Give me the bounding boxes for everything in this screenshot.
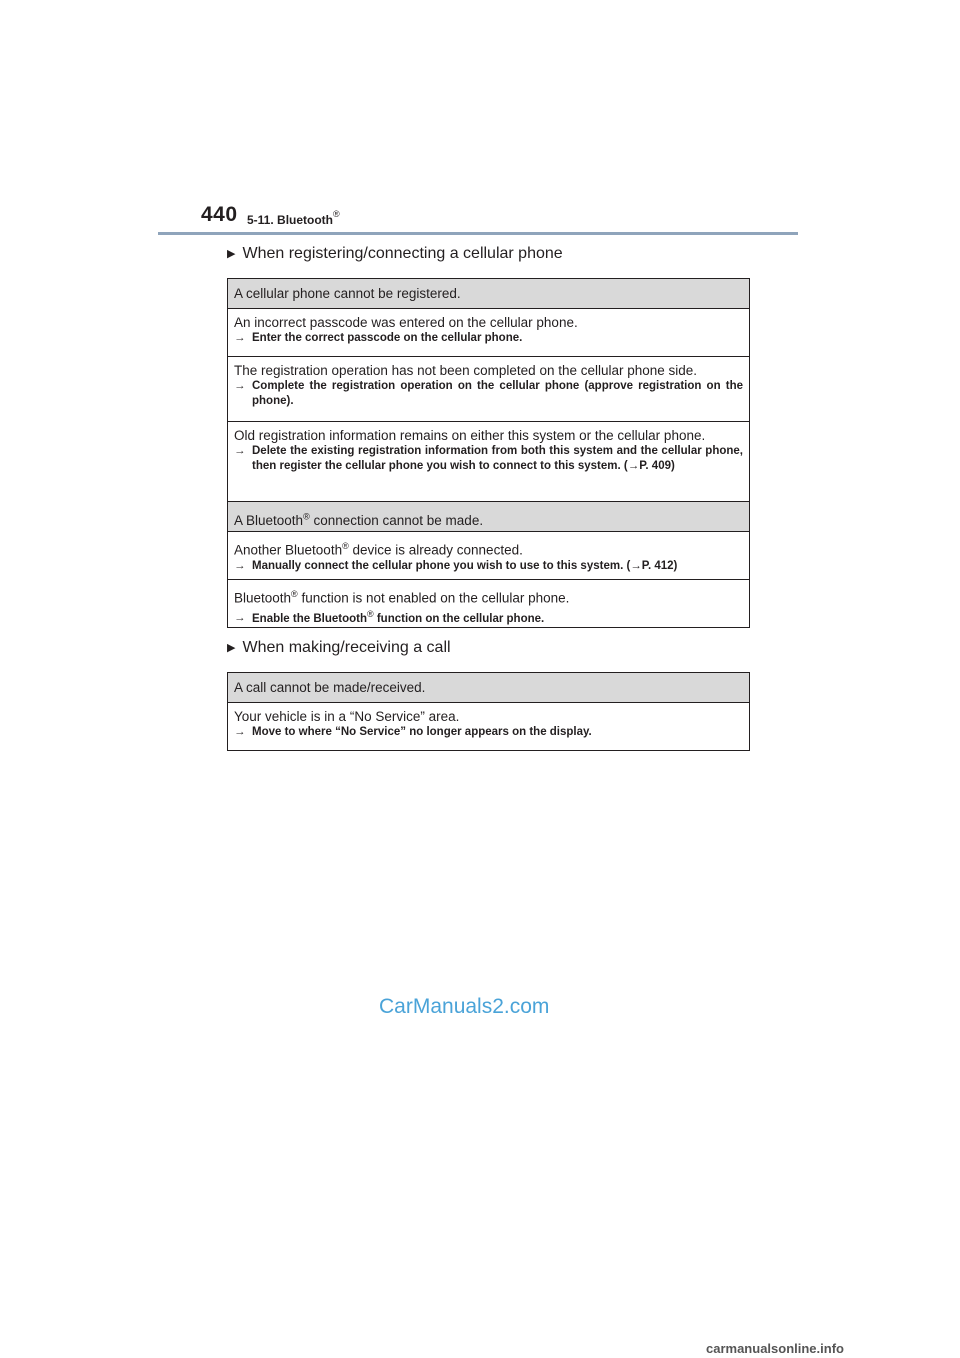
remedy-text: → Enter the correct passcode on the cellular phone. <box>234 332 523 344</box>
heading-text: When registering/connecting a cellular phone <box>242 245 563 262</box>
table-header-row <box>228 673 749 703</box>
table-row <box>228 532 749 580</box>
header-text: A Bluetooth® connection cannot be made. <box>234 511 484 528</box>
remedy-text: → Move to where “No Service” no longer appears on the display. <box>234 726 592 738</box>
watermark: CarManuals2.com <box>379 995 550 1018</box>
section-heading-calling <box>227 639 451 657</box>
page-number: 440 <box>201 203 238 226</box>
table-row <box>228 422 749 502</box>
arrow-icon: → <box>234 445 246 457</box>
cause-text: The registration operation has not been completed on the cellular phone side. <box>234 363 698 378</box>
table-row <box>228 357 749 422</box>
section-title <box>247 211 340 227</box>
header-text: A cellular phone cannot be registered. <box>234 286 461 301</box>
remedy-text: → Complete the registration operation on the cellular phone (approve registration on the phone). <box>234 380 743 407</box>
heading-text: When making/receiving a call <box>242 639 451 656</box>
arrow-icon: → <box>234 726 246 738</box>
table-row <box>228 703 749 751</box>
triangle-bullet-icon: ▶ <box>227 642 236 654</box>
header-rule <box>158 232 798 235</box>
cause-text: Bluetooth® function is not enabled on the cellular phone. <box>234 589 570 606</box>
remedy-text: → Manually connect the cellular phone you wish to use to this system. (→P. 412) <box>234 559 678 572</box>
cause-text: Another Bluetooth® device is already connected. <box>234 541 523 558</box>
table-row <box>228 580 749 628</box>
remedy-text: → Delete the existing registration information from both this system and the cellular phone, then register the cellular phone you wish to connect to this system. (→P. 409) <box>234 445 743 472</box>
arrow-icon: → <box>234 380 246 392</box>
table-header-row <box>228 502 749 532</box>
cause-text: Old registration information remains on either this system or the cellular phone. <box>234 428 706 443</box>
troubleshooting-table-registering <box>227 278 750 628</box>
section-heading-registering <box>227 245 563 263</box>
troubleshooting-table-calling <box>227 672 750 751</box>
footer-watermark: carmanualsonline.info <box>706 1341 844 1356</box>
registered-mark: ® <box>333 209 340 219</box>
arrow-icon: → <box>234 612 246 625</box>
remedy-text: → Enable the Bluetooth® function on the cellular phone. <box>234 608 545 625</box>
arrow-icon: → <box>234 332 246 344</box>
header-text: A call cannot be made/received. <box>234 680 426 695</box>
table-row <box>228 309 749 357</box>
section-title-text: 5-11. Bluetooth <box>247 213 334 227</box>
triangle-bullet-icon: ▶ <box>227 248 236 260</box>
cause-text: Your vehicle is in a “No Service” area. <box>234 709 460 724</box>
table-header-row <box>228 279 749 309</box>
arrow-icon: → <box>234 559 246 572</box>
cause-text: An incorrect passcode was entered on the cellular phone. <box>234 315 578 330</box>
